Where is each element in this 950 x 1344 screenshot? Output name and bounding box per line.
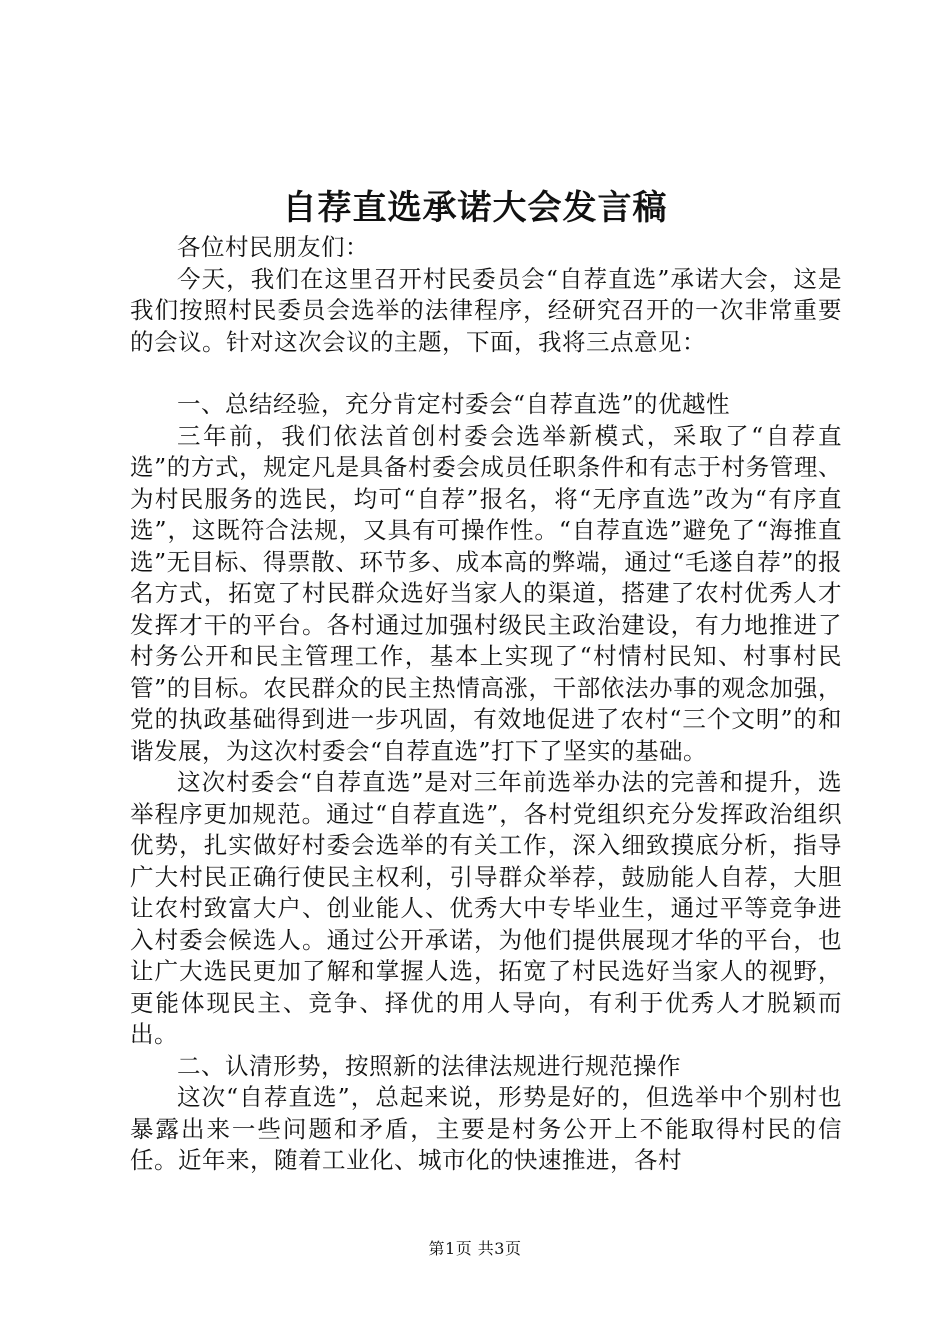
body-paragraph: 这次村委会“自荐直选”是对三年前选举办法的完善和提升，选举程序更加规范。通过“自荐直选”，各村党组织充分发挥政治组织优势，扎实做好村委会选举的有关工作，深入细致摸底分析，指导广大村民正确行使民主权利，引导群众举荐，鼓励能人自荐，大胆让农村致富大户、创业能人、优秀大中专毕业生，通过平等竞争进入村委会候选人。通过公开承诺，为他们提供展现才华的平台，也让广大选民更加了解和掌握人选，拓宽了村民选好当家人的视野，更能体现民主、竞争、择优的用人导向，有利于优秀人才脱颖而出。	[130, 768, 842, 1048]
section-heading-2: 二、认清形势，按照新的法律法规进行规范操作	[177, 1051, 681, 1080]
salutation-paragraph: 各位村民朋友们：	[177, 233, 369, 261]
section-heading-1: 一、总结经验，充分肯定村委会“自荐直选”的优越性	[177, 390, 731, 418]
intro-paragraph: 今天，我们在这里召开村民委员会“自荐直选”承诺大会，这是我们按照村民委员会选举的法律程序，经研究召开的一次非常重要的会议。针对这次会议的主题，下面，我将三点意见：	[130, 264, 842, 356]
body-paragraph: 这次“自荐直选”，总起来说，形势是好的，但选举中个别村也暴露出来一些问题和矛盾，主要是村务公开上不能取得村民的信任。近年来，随着工业化、城市化的快速推进，各村	[130, 1083, 842, 1174]
document-title: 自荐直选承诺大会发言稿	[282, 188, 668, 228]
body-paragraph: 三年前，我们依法首创村委会选举新模式，采取了“自荐直选”的方式，规定凡是具备村委会成员任职条件和有志于村务管理、为村民服务的选民，均可“自荐”报名，将“无序直选”改为“有序直选”，这既符合法规，又具有可操作性。“自荐直选”避免了“海推直选”无目标、得票散、环节多、成本高的弊端，通过“毛遂自荐”的报名方式，拓宽了村民群众选好当家人的渠道，搭建了农村优秀人才发挥才干的平台。各村通过加强村级民主政治建设，有力地推进了村务公开和民主管理工作，基本上实现了“村情村民知、村事村民管”的目标。农民群众的民主热情高涨，干部依法办事的观念加强，党的执政基础得到进一步巩固，有效地促进了农村“三个文明”的和谐发展，为这次村委会“自荐直选”打下了坚实的基础。	[130, 421, 842, 765]
document-body	[130, 232, 842, 1177]
page-footer: 第1页 共3页	[428, 1239, 522, 1258]
